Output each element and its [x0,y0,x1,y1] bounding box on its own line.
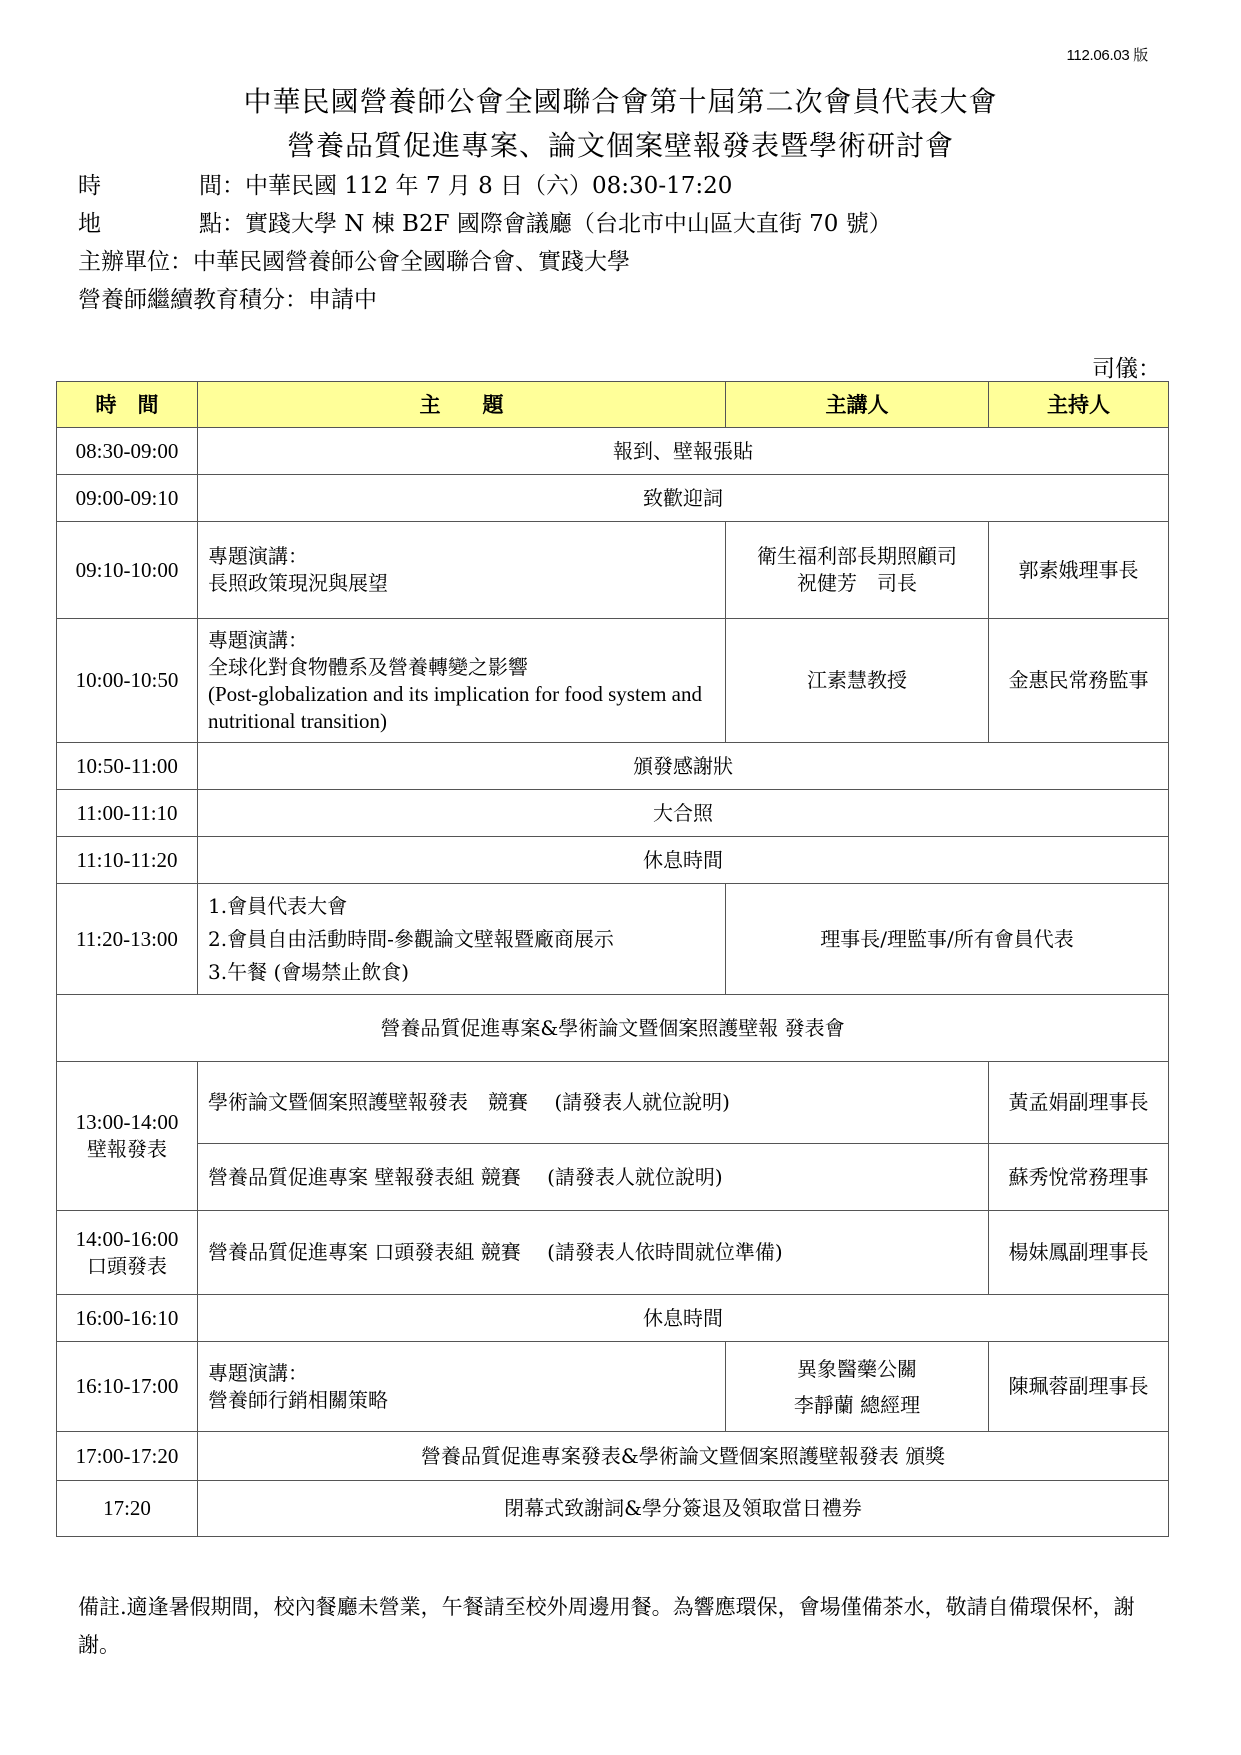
row-time: 16:00-16:10 [57,1295,198,1342]
row-host: 金惠民常務監事 [989,619,1169,743]
header-speaker: 主講人 [726,382,989,428]
row-time: 10:50-11:00 [57,743,198,790]
row-topic: 大合照 [198,790,1169,837]
row-topic: 營養品質促進專案發表&學術論文暨個案照護壁報發表 頒獎 [198,1432,1169,1481]
table-row [57,743,1169,790]
info-place-label: 地 點 [78,211,222,237]
emcee-label: 司儀： [1092,356,1161,382]
row-topic: 專題演講： 營養師行銷相關策略 [198,1342,726,1432]
row-topic: 營養品質促進專案 壁報發表組 競賽 (請發表人就位說明) [198,1144,989,1211]
row-speaker: 異象醫藥公關 李靜蘭 總經理 [726,1342,989,1432]
row-speaker: 江素慧教授 [726,619,989,743]
table-row [57,619,1169,743]
table-row [57,1432,1169,1481]
table-row [57,790,1169,837]
row-time: 10:00-10:50 [57,619,198,743]
table-row [57,1295,1169,1342]
info-organizer-value: ：中華民國營養師公會全國聯合會、實踐大學 [170,249,630,275]
row-time: 17:00-17:20 [57,1432,198,1481]
version-label: 112.06.03 版 [1066,47,1148,64]
header-time: 時 間 [57,382,198,428]
row-time: 17:20 [57,1481,198,1537]
row-topic: 頒發感謝狀 [198,743,1169,790]
info-time-value: ：中華民國 112 年 7 月 8 日（六）08:30-17:20 [222,173,733,199]
schedule-table [56,381,1169,1537]
header-host: 主持人 [989,382,1169,428]
row-host: 黃孟娟副理事長 [989,1062,1169,1144]
table-row [57,837,1169,884]
info-time [78,167,732,200]
row-host: 郭素娥理事長 [989,522,1169,619]
footnote: 備註.適逢暑假期間，校內餐廳未營業，午餐請至校外周邊用餐。為響應環保，會場僅備茶水，敬請自備環保杯，謝謝。 [78,1595,1135,1657]
row-time: 09:00-09:10 [57,475,198,522]
row-speaker: 衛生福利部長期照顧司 祝健芳 司長 [726,522,989,619]
table-row [57,522,1169,619]
section-title: 營養品質促進專案&學術論文暨個案照護壁報 發表會 [57,995,1169,1062]
row-time: 11:00-11:10 [57,790,198,837]
row-topic: 報到、壁報張貼 [198,428,1169,475]
row-topic: 專題演講： 長照政策現況與展望 [198,522,726,619]
table-row [57,1062,1169,1144]
row-time: 11:20-13:00 [57,884,198,995]
info-place [78,205,892,238]
table-header-row [57,382,1169,428]
table-row [57,884,1169,995]
row-host: 蘇秀悅常務理事 [989,1144,1169,1211]
row-time: 16:10-17:00 [57,1342,198,1432]
row-topic: 休息時間 [198,837,1169,884]
info-credit-value: ：申請中 [285,287,377,313]
info-place-value: ：實踐大學 N 棟 B2F 國際會議廳（台北市中山區大直街 70 號） [222,211,892,237]
info-time-label: 時 間 [78,173,222,199]
row-time: 09:10-10:00 [57,522,198,619]
document-title: 中華民國營養師公會全國聯合會第十屆第二次會員代表大會 [243,85,998,118]
document-subtitle: 營養品質促進專案、論文個案壁報發表暨學術研討會 [286,129,954,162]
row-time: 13:00-14:00 壁報發表 [57,1062,198,1211]
row-time: 11:10-11:20 [57,837,198,884]
row-time: 14:00-16:00 口頭發表 [57,1211,198,1295]
table-row [57,428,1169,475]
table-row [57,1481,1169,1537]
table-row [57,475,1169,522]
info-organizer [78,243,630,276]
row-topic: 專題演講： 全球化對食物體系及營養轉變之影響 (Post-globalization and its implication for food system and nutritional transition) [198,619,726,743]
info-credit [78,281,377,314]
header-topic: 主 題 [198,382,726,428]
row-topic: 1.會員代表大會 2.會員自由活動時間-參觀論文壁報暨廠商展示 3.午餐 (會場禁止飲食) [198,884,726,995]
section-row [57,995,1169,1062]
info-credit-label: 營養師繼續教育積分 [78,287,285,313]
table-row [57,1144,1169,1211]
row-topic: 營養品質促進專案 口頭發表組 競賽 (請發表人依時間就位準備) [198,1211,989,1295]
table-row [57,1342,1169,1432]
row-topic: 致歡迎詞 [198,475,1169,522]
row-topic: 學術論文暨個案照護壁報發表 競賽 (請發表人就位說明) [198,1062,989,1144]
row-topic: 閉幕式致謝詞&學分簽退及領取當日禮券 [198,1481,1169,1537]
row-time: 08:30-09:00 [57,428,198,475]
info-organizer-label: 主辦單位 [78,249,170,275]
row-host: 陳珮蓉副理事長 [989,1342,1169,1432]
row-topic: 休息時間 [198,1295,1169,1342]
row-host: 楊妹鳳副理事長 [989,1211,1169,1295]
row-speaker: 理事長/理監事/所有會員代表 [726,884,1169,995]
table-row [57,1211,1169,1295]
